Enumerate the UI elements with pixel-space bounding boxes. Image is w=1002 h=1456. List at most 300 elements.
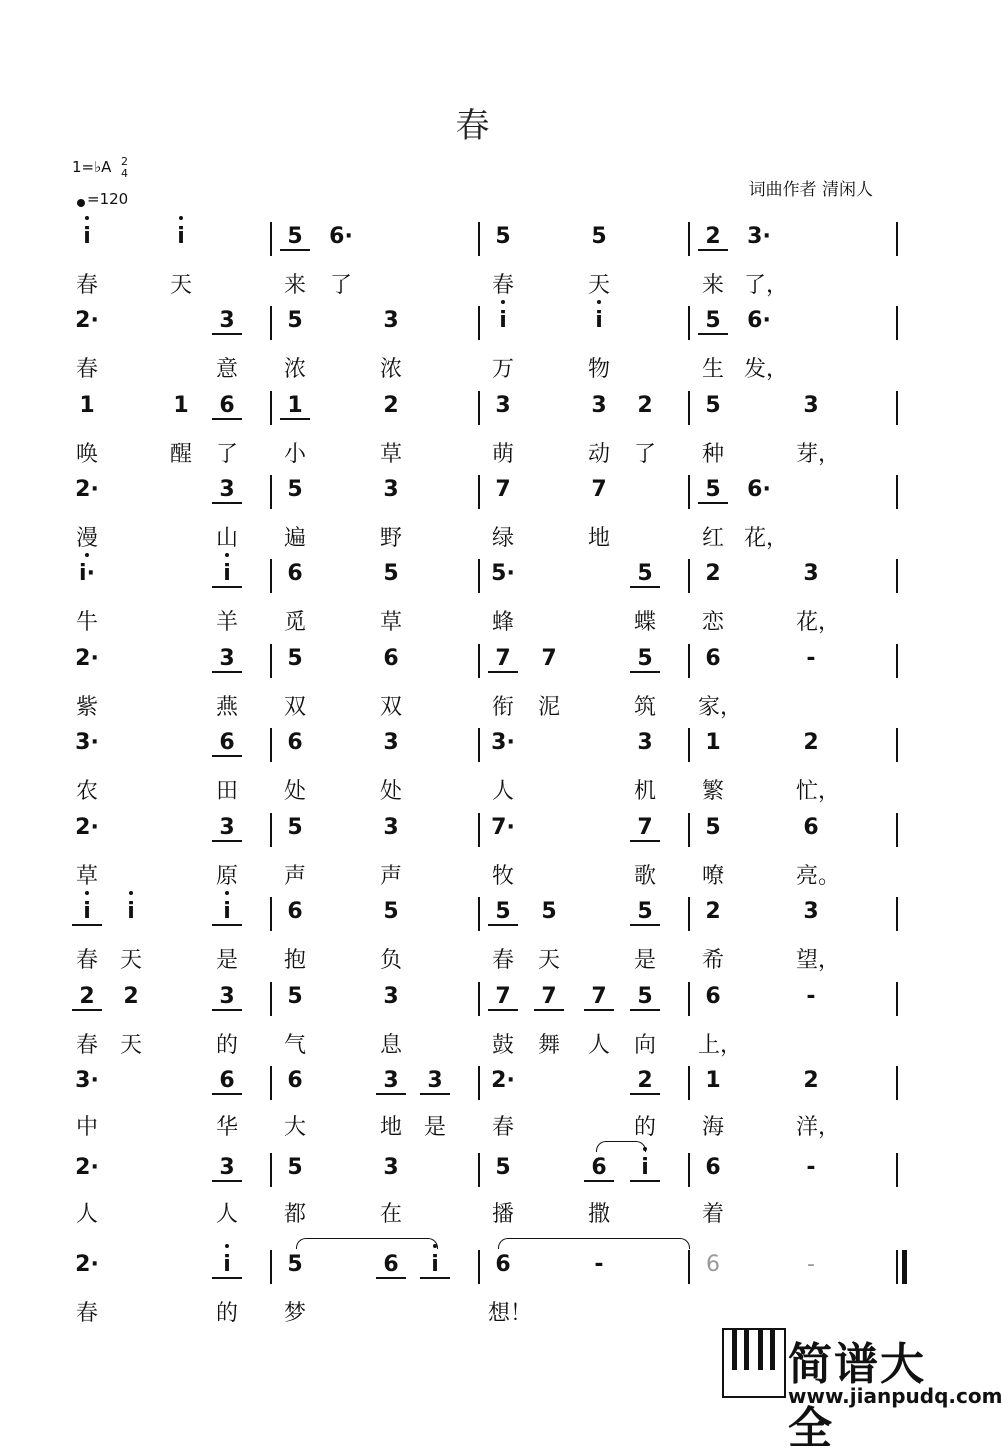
lyric: 春 bbox=[491, 948, 514, 973]
barline bbox=[478, 306, 480, 340]
note: 7 bbox=[541, 646, 557, 671]
lyric: 春 bbox=[491, 273, 514, 298]
note: 7 bbox=[495, 477, 511, 502]
lyric: 歌 bbox=[633, 864, 656, 889]
lyric: 醒 bbox=[169, 442, 192, 467]
note: i bbox=[72, 899, 102, 926]
lyric: 草 bbox=[379, 442, 402, 467]
note: 6· bbox=[747, 477, 771, 502]
lyric: 遍 bbox=[283, 526, 306, 551]
site-logo bbox=[722, 1328, 1002, 1454]
barline bbox=[270, 1153, 272, 1187]
note: 2 bbox=[803, 1068, 819, 1093]
note: 3 bbox=[383, 730, 399, 755]
lyric: 海 bbox=[701, 1115, 724, 1140]
note: 2 bbox=[123, 984, 139, 1009]
note: 6 bbox=[376, 1252, 406, 1279]
lyric: 浓 bbox=[379, 357, 402, 382]
note: i bbox=[212, 899, 242, 926]
slur bbox=[596, 1141, 646, 1152]
barline bbox=[688, 897, 690, 931]
lyric: 种 bbox=[701, 442, 724, 467]
note: 1 bbox=[173, 393, 189, 418]
lyric: 忙， bbox=[796, 779, 841, 804]
note: 5 bbox=[287, 477, 303, 502]
lyric: 万 bbox=[491, 357, 514, 382]
lyric: 天 bbox=[537, 948, 560, 973]
barline bbox=[896, 559, 898, 593]
note: 2 bbox=[383, 393, 399, 418]
barline bbox=[478, 897, 480, 931]
note: i bbox=[72, 224, 102, 249]
note: 5 bbox=[698, 477, 728, 504]
lyric: 觅 bbox=[283, 610, 306, 635]
lyric: 草 bbox=[75, 864, 98, 889]
lyric: 萌 bbox=[491, 442, 514, 467]
score-system bbox=[0, 477, 945, 563]
note: 5 bbox=[287, 984, 303, 1009]
lyric: 声 bbox=[283, 864, 306, 889]
note: 5· bbox=[491, 561, 515, 586]
lyric: 花， bbox=[744, 526, 789, 551]
barline bbox=[270, 897, 272, 931]
lyric: 天 bbox=[587, 273, 610, 298]
note: 3 bbox=[383, 984, 399, 1009]
barline bbox=[478, 1066, 480, 1100]
lyric: 了 bbox=[329, 273, 352, 298]
score-system bbox=[0, 646, 945, 732]
note: 3 bbox=[383, 815, 399, 840]
note: 3 bbox=[383, 308, 399, 333]
lyric: 紫 bbox=[75, 695, 98, 720]
note: 3 bbox=[383, 1155, 399, 1180]
note: i· bbox=[72, 561, 102, 586]
score-system bbox=[0, 308, 945, 394]
lyric: 春 bbox=[75, 948, 98, 973]
lyric: 田 bbox=[215, 779, 238, 804]
lyric: 红 bbox=[701, 526, 724, 551]
lyric: 息 bbox=[379, 1033, 402, 1058]
lyric: 上， bbox=[698, 1033, 743, 1058]
note: 6 bbox=[212, 1068, 242, 1095]
note: 7 bbox=[584, 984, 614, 1011]
note: 5 bbox=[287, 815, 303, 840]
lyric: 气 bbox=[283, 1033, 306, 1058]
time-bottom: 4 bbox=[121, 167, 128, 180]
lyric: 小 bbox=[283, 442, 306, 467]
note: 1 bbox=[280, 393, 310, 420]
lyric: 舞 bbox=[537, 1033, 560, 1058]
lyric: 羊 bbox=[215, 610, 238, 635]
note: 1 bbox=[79, 393, 95, 418]
note: 7 bbox=[534, 984, 564, 1011]
lyric: 了， bbox=[744, 273, 789, 298]
lyric: 物 bbox=[587, 357, 610, 382]
note: 6 bbox=[212, 393, 242, 420]
barline bbox=[688, 644, 690, 678]
score-system bbox=[0, 1155, 945, 1241]
lyric: 都 bbox=[283, 1202, 306, 1227]
lyric: 燕 bbox=[215, 695, 238, 720]
note: 5 bbox=[630, 561, 660, 588]
barline bbox=[688, 391, 690, 425]
note: 7 bbox=[488, 984, 518, 1011]
lyric: 浓 bbox=[283, 357, 306, 382]
lyric: 着 bbox=[701, 1202, 724, 1227]
note: 6 bbox=[212, 730, 242, 757]
note: 7 bbox=[488, 646, 518, 673]
barline bbox=[688, 728, 690, 762]
note: 6 bbox=[287, 561, 303, 586]
barline bbox=[896, 897, 898, 931]
lyric: 草 bbox=[379, 610, 402, 635]
score-system bbox=[0, 1252, 945, 1338]
note: i bbox=[584, 308, 614, 333]
note: 3 bbox=[637, 730, 653, 755]
note: 7· bbox=[491, 815, 515, 840]
lyric: 唤 bbox=[75, 442, 98, 467]
key-signature bbox=[72, 158, 111, 176]
barline bbox=[688, 813, 690, 847]
lyric: 嘹 bbox=[701, 864, 724, 889]
lyric: 地 bbox=[379, 1115, 402, 1140]
barline bbox=[270, 728, 272, 762]
piano-keys-icon bbox=[722, 1328, 786, 1398]
barline bbox=[688, 306, 690, 340]
lyric: 意 bbox=[215, 357, 238, 382]
lyric: 天 bbox=[119, 1033, 142, 1058]
lyric: 的 bbox=[215, 1033, 238, 1058]
note: 6· bbox=[747, 308, 771, 333]
note: 6 bbox=[705, 646, 721, 671]
score-system bbox=[0, 224, 945, 310]
note: 2 bbox=[803, 730, 819, 755]
note: 5 bbox=[287, 308, 303, 333]
note: 3 bbox=[212, 815, 242, 842]
note: 2· bbox=[75, 815, 99, 840]
lyric: 是 bbox=[633, 948, 656, 973]
barline bbox=[896, 475, 898, 509]
note: 5 bbox=[541, 899, 557, 924]
lyric: 声 bbox=[379, 864, 402, 889]
note: 5 bbox=[630, 984, 660, 1011]
score-system bbox=[0, 899, 945, 985]
barline bbox=[478, 559, 480, 593]
lyric: 蝶 bbox=[633, 610, 656, 635]
lyric: 希 bbox=[701, 948, 724, 973]
lyric: 生 bbox=[701, 357, 724, 382]
lyric: 来 bbox=[701, 273, 724, 298]
author-credit: 词曲作者 清闲人 bbox=[748, 180, 873, 200]
barline bbox=[478, 1153, 480, 1187]
note: 5 bbox=[383, 561, 399, 586]
barline bbox=[688, 222, 690, 256]
note: 5 bbox=[591, 224, 607, 249]
lyric: 了 bbox=[215, 442, 238, 467]
note: 5 bbox=[280, 224, 310, 251]
note: 5 bbox=[705, 815, 721, 840]
lyric: 芽， bbox=[796, 442, 841, 467]
brand-name: 简谱大全 bbox=[788, 1339, 926, 1454]
lyric: 想！ bbox=[488, 1301, 533, 1326]
barline bbox=[688, 475, 690, 509]
lyric: 播 bbox=[491, 1202, 514, 1227]
lyric: 春 bbox=[491, 1115, 514, 1140]
lyric: 蜂 bbox=[491, 610, 514, 635]
time-signature bbox=[121, 156, 128, 180]
note: 2· bbox=[75, 646, 99, 671]
lyric: 中 bbox=[75, 1115, 98, 1140]
note: - bbox=[806, 1155, 816, 1180]
note: 2 bbox=[705, 899, 721, 924]
barline bbox=[270, 1066, 272, 1100]
note: 3 bbox=[376, 1068, 406, 1095]
note: 3 bbox=[495, 393, 511, 418]
note: 1 bbox=[705, 1068, 721, 1093]
note: i bbox=[420, 1252, 450, 1279]
barline bbox=[270, 559, 272, 593]
lyric: 地 bbox=[587, 526, 610, 551]
barline bbox=[270, 475, 272, 509]
note: 3· bbox=[75, 1068, 99, 1093]
slur bbox=[498, 1238, 690, 1249]
note: 6 bbox=[287, 899, 303, 924]
barline bbox=[270, 982, 272, 1016]
note: 6· bbox=[329, 224, 353, 249]
lyric: 了 bbox=[633, 442, 656, 467]
note: 3 bbox=[591, 393, 607, 418]
score-system bbox=[0, 815, 945, 901]
note: 3· bbox=[491, 730, 515, 755]
barline bbox=[896, 222, 898, 256]
lyric: 动 bbox=[587, 442, 610, 467]
note: 6 bbox=[287, 730, 303, 755]
score-system bbox=[0, 561, 945, 647]
score-system bbox=[0, 393, 945, 479]
lyric: 发， bbox=[744, 357, 789, 382]
note: 5 bbox=[287, 1252, 303, 1277]
tempo-mark bbox=[77, 190, 128, 208]
lyric: 天 bbox=[169, 273, 192, 298]
barline bbox=[270, 222, 272, 256]
barline bbox=[896, 813, 898, 847]
lyric: 家， bbox=[698, 695, 743, 720]
lyric: 亮。 bbox=[796, 864, 841, 889]
lyric: 在 bbox=[379, 1202, 402, 1227]
note: - bbox=[806, 646, 816, 671]
barline bbox=[478, 728, 480, 762]
barline bbox=[896, 728, 898, 762]
note: 5 bbox=[287, 646, 303, 671]
note: i bbox=[166, 224, 196, 249]
lyric: 天 bbox=[119, 948, 142, 973]
note: 3 bbox=[212, 477, 242, 504]
lyric: 的 bbox=[633, 1115, 656, 1140]
note: 3 bbox=[803, 393, 819, 418]
barline bbox=[478, 982, 480, 1016]
barline bbox=[688, 982, 690, 1016]
score-system bbox=[0, 984, 945, 1070]
note: 2· bbox=[75, 308, 99, 333]
note: - bbox=[807, 1252, 815, 1277]
note: i bbox=[116, 899, 146, 924]
note: 3 bbox=[212, 308, 242, 335]
lyric: 山 bbox=[215, 526, 238, 551]
lyric: 牧 bbox=[491, 864, 514, 889]
note: 2 bbox=[705, 561, 721, 586]
lyric: 原 bbox=[215, 864, 238, 889]
lyric: 春 bbox=[75, 273, 98, 298]
barline bbox=[896, 391, 898, 425]
lyric: 向 bbox=[633, 1033, 656, 1058]
lyric: 处 bbox=[379, 779, 402, 804]
barline bbox=[478, 1250, 480, 1284]
barline bbox=[478, 475, 480, 509]
note: 3 bbox=[803, 899, 819, 924]
barline bbox=[270, 644, 272, 678]
lyric: 泥 bbox=[537, 695, 560, 720]
lyric: 洋， bbox=[796, 1115, 841, 1140]
note: - bbox=[806, 984, 816, 1009]
note: 6 bbox=[495, 1252, 511, 1277]
lyric: 春 bbox=[75, 1033, 98, 1058]
lyric: 梦 bbox=[283, 1301, 306, 1326]
lyric: 牛 bbox=[75, 610, 98, 635]
note: 3· bbox=[747, 224, 771, 249]
time-top: 2 bbox=[121, 155, 128, 168]
lyric: 双 bbox=[283, 695, 306, 720]
lyric: 筑 bbox=[633, 695, 656, 720]
lyric: 春 bbox=[75, 1301, 98, 1326]
lyric: 恋 bbox=[701, 610, 724, 635]
note: 2 bbox=[637, 393, 653, 418]
lyric: 衔 bbox=[491, 695, 514, 720]
barline bbox=[896, 1066, 898, 1100]
lyric: 望， bbox=[796, 948, 841, 973]
note: 2· bbox=[75, 477, 99, 502]
slur bbox=[296, 1238, 438, 1249]
note: 5 bbox=[630, 646, 660, 673]
note: 3 bbox=[212, 984, 242, 1011]
barline bbox=[896, 644, 898, 678]
barline bbox=[270, 306, 272, 340]
lyric: 大 bbox=[283, 1115, 306, 1140]
note: 5 bbox=[495, 224, 511, 249]
note: 7 bbox=[630, 815, 660, 842]
lyric: 的 bbox=[215, 1301, 238, 1326]
lyric: 来 bbox=[283, 273, 306, 298]
lyric: 春 bbox=[75, 357, 98, 382]
final-barline bbox=[896, 1250, 907, 1284]
lyric: 漫 bbox=[75, 526, 98, 551]
barline bbox=[270, 1250, 272, 1284]
key-text: 1=♭A bbox=[72, 158, 112, 176]
note: 6 bbox=[705, 1155, 721, 1180]
lyric: 野 bbox=[379, 526, 402, 551]
barline bbox=[688, 559, 690, 593]
barline bbox=[270, 813, 272, 847]
tempo-text: =120 bbox=[87, 190, 129, 208]
lyric: 绿 bbox=[491, 526, 514, 551]
lyric: 抱 bbox=[283, 948, 306, 973]
note: 2· bbox=[75, 1155, 99, 1180]
note: 5 bbox=[287, 1155, 303, 1180]
note: 6 bbox=[803, 815, 819, 840]
note: 6 bbox=[705, 984, 721, 1009]
lyric: 是 bbox=[215, 948, 238, 973]
note: 3· bbox=[75, 730, 99, 755]
barline bbox=[478, 644, 480, 678]
note: - bbox=[594, 1252, 604, 1277]
note: 5 bbox=[698, 308, 728, 335]
lyric: 撒 bbox=[587, 1202, 610, 1227]
note: 5 bbox=[705, 393, 721, 418]
lyric: 鼓 bbox=[491, 1033, 514, 1058]
note: 3 bbox=[212, 646, 242, 673]
note: 1 bbox=[705, 730, 721, 755]
lyric: 机 bbox=[633, 779, 656, 804]
note: i bbox=[488, 308, 518, 333]
note: i bbox=[212, 1252, 242, 1279]
note: 5 bbox=[495, 1155, 511, 1180]
note: 5 bbox=[630, 899, 660, 926]
lyric: 花， bbox=[796, 610, 841, 635]
barline bbox=[478, 813, 480, 847]
barline bbox=[688, 1066, 690, 1100]
note: 3 bbox=[420, 1068, 450, 1095]
barline bbox=[478, 391, 480, 425]
lyric: 负 bbox=[379, 948, 402, 973]
lyric: 农 bbox=[75, 779, 98, 804]
note: 2· bbox=[491, 1068, 515, 1093]
note: 3 bbox=[383, 477, 399, 502]
quarter-note-icon bbox=[76, 198, 86, 208]
lyric: 人 bbox=[75, 1202, 98, 1227]
note: 6 bbox=[383, 646, 399, 671]
note: 2 bbox=[72, 984, 102, 1011]
note: i bbox=[630, 1155, 660, 1182]
score-system bbox=[0, 730, 945, 816]
barline bbox=[896, 982, 898, 1016]
note: 6 bbox=[287, 1068, 303, 1093]
lyric: 处 bbox=[283, 779, 306, 804]
note: 5 bbox=[488, 899, 518, 926]
note: 6 bbox=[706, 1252, 720, 1277]
lyric: 华 bbox=[215, 1115, 238, 1140]
lyric: 双 bbox=[379, 695, 402, 720]
lyric: 人 bbox=[215, 1202, 238, 1227]
note: 3 bbox=[212, 1155, 242, 1182]
song-title: 春 bbox=[455, 106, 490, 146]
note: 6 bbox=[584, 1155, 614, 1182]
note: 2· bbox=[75, 1252, 99, 1277]
lyric: 人 bbox=[491, 779, 514, 804]
note: 2 bbox=[630, 1068, 660, 1095]
brand-url: www.jianpudq.com bbox=[788, 1384, 1002, 1408]
barline bbox=[688, 1153, 690, 1187]
lyric: 繁 bbox=[701, 779, 724, 804]
note: 5 bbox=[383, 899, 399, 924]
barline bbox=[270, 391, 272, 425]
barline bbox=[896, 306, 898, 340]
lyric: 人 bbox=[587, 1033, 610, 1058]
barline bbox=[478, 222, 480, 256]
note: 3 bbox=[803, 561, 819, 586]
score-system bbox=[0, 1068, 945, 1154]
lyric: 是 bbox=[423, 1115, 446, 1140]
barline bbox=[688, 1250, 690, 1284]
note: i bbox=[212, 561, 242, 588]
